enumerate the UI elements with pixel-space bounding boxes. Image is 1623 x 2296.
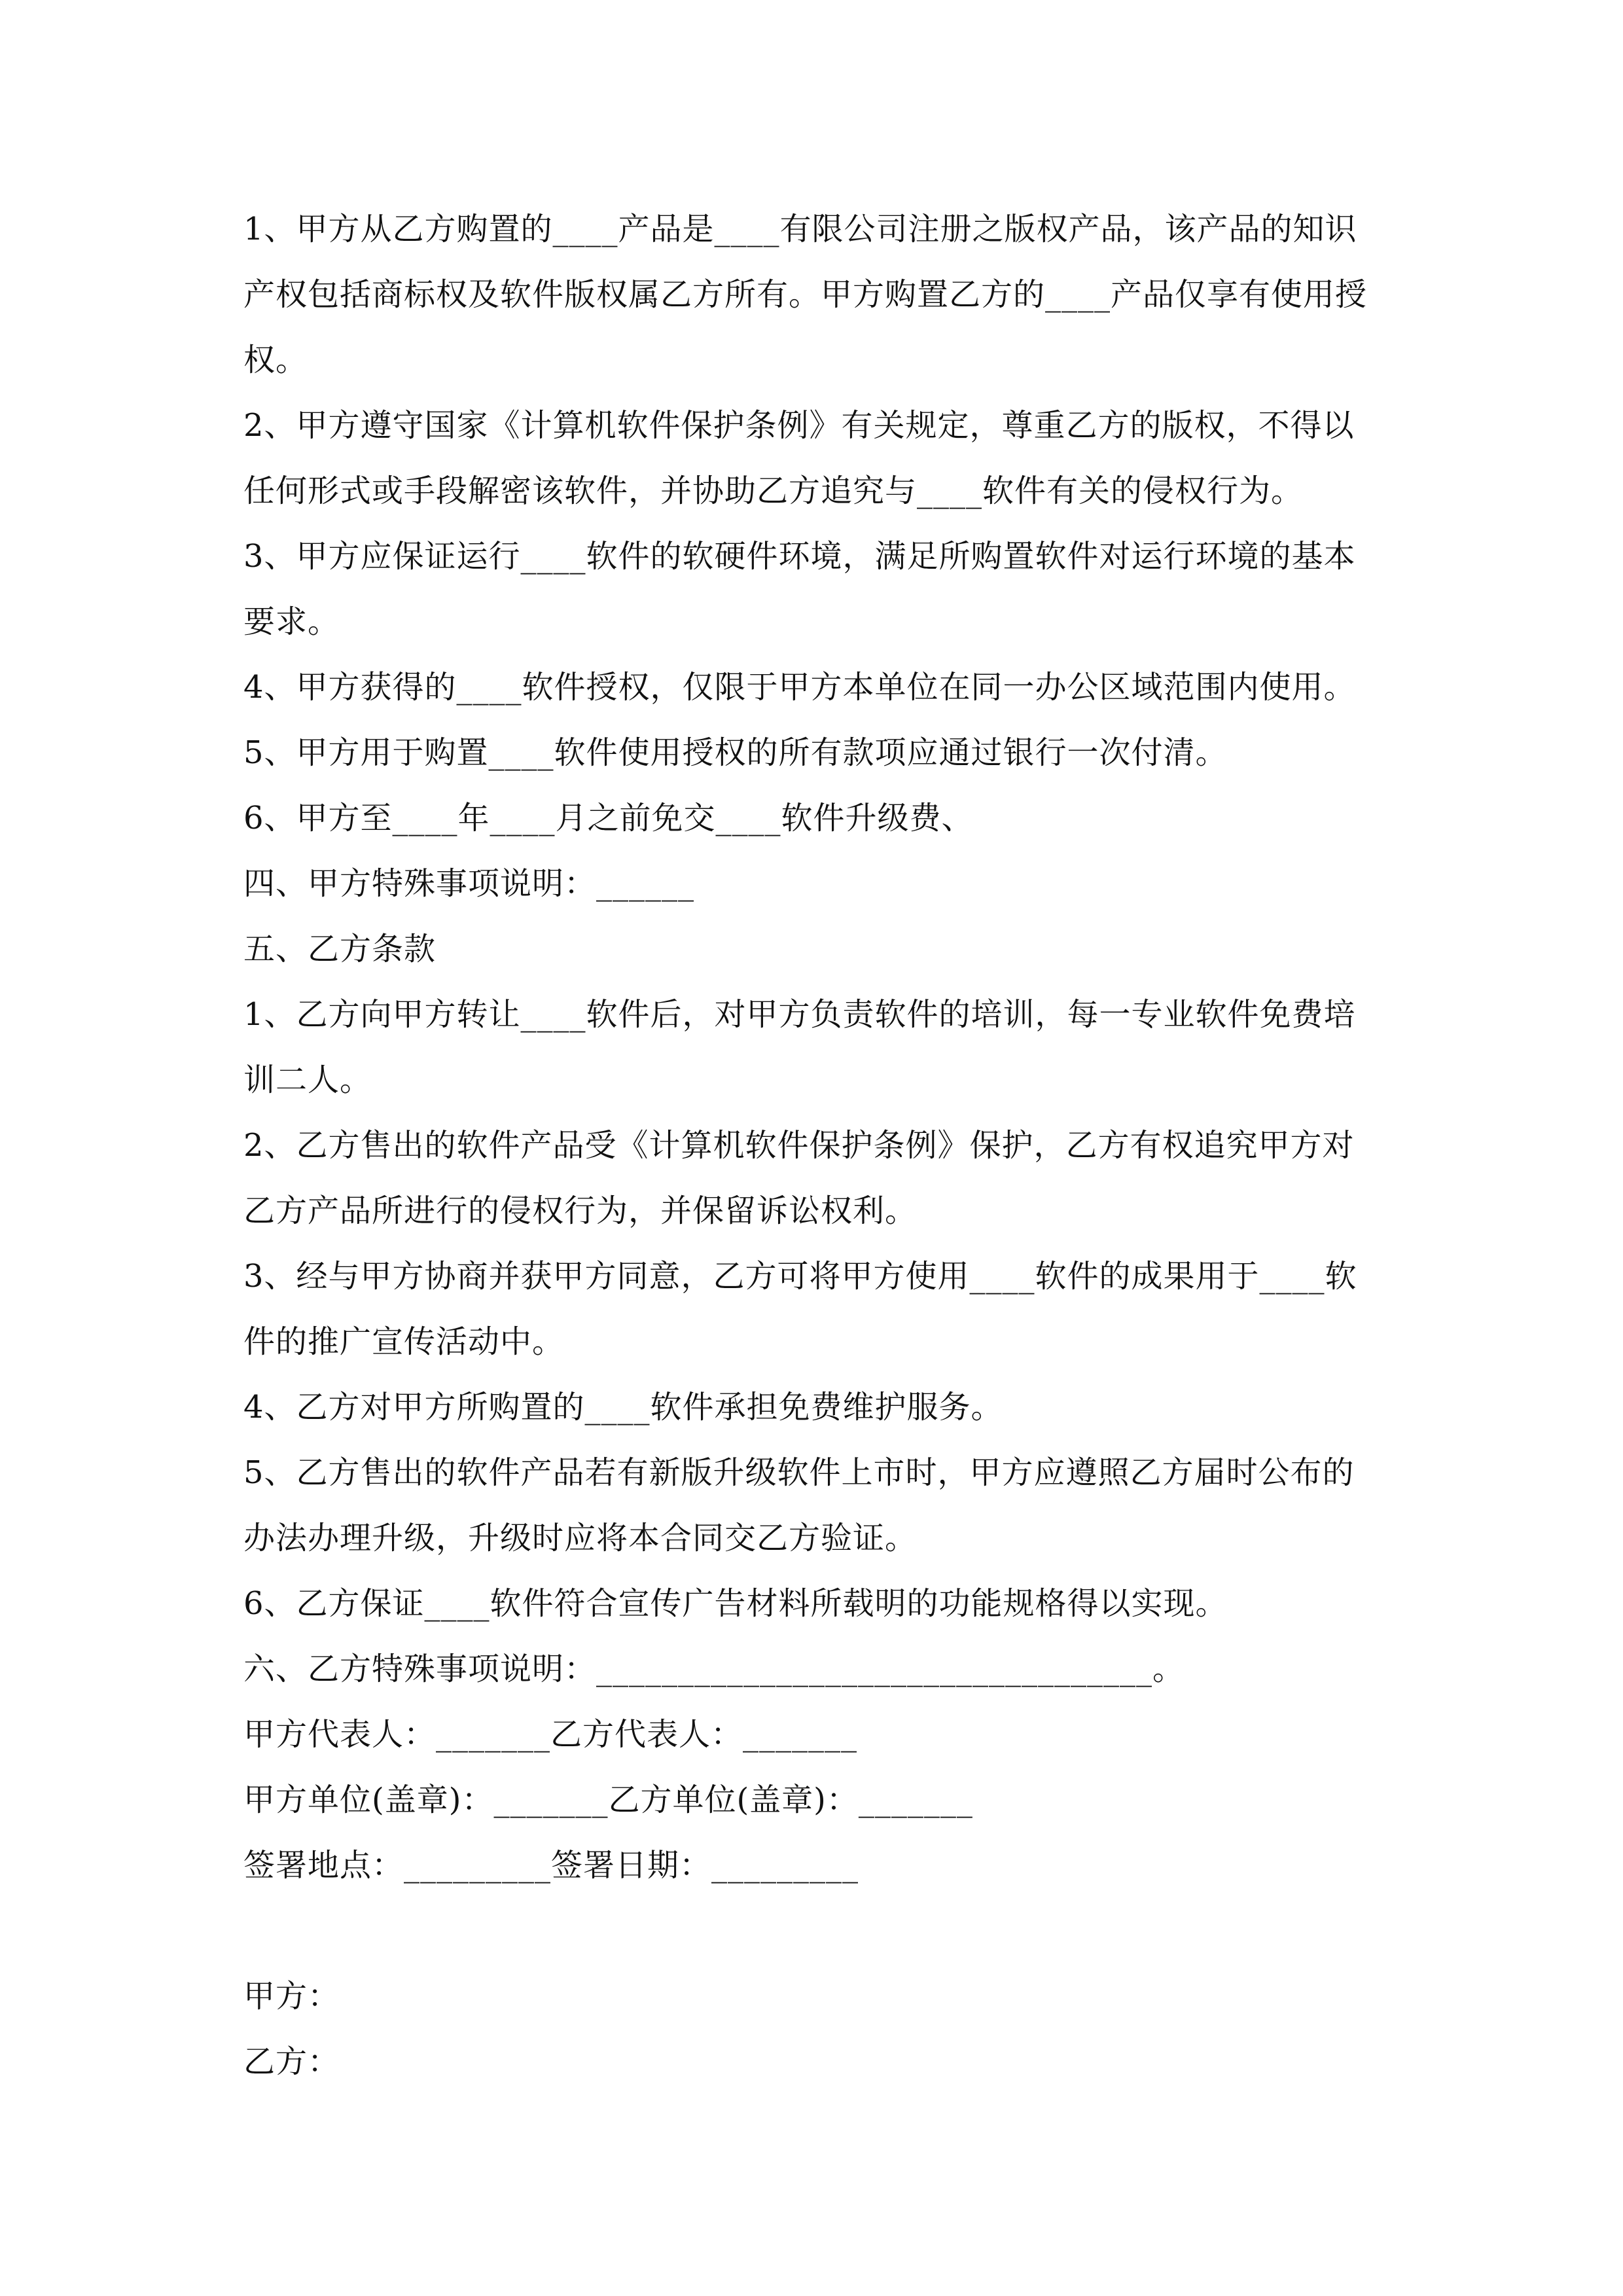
signing-place-date-line: 签署地点：_________签署日期：_________	[243, 1847, 859, 1884]
representatives-line: 甲方代表人：_______乙方代表人：_______	[243, 1716, 858, 1753]
clause-a3-line2: 要求。	[243, 603, 340, 640]
clause-b5-line2: 办法办理升级，升级时应将本合同交乙方验证。	[243, 1520, 918, 1556]
clause-a3-line1: 3、甲方应保证运行____软件的软硬件环境，满足所购置软件对运行环境的基本	[243, 538, 1356, 575]
clause-b2-line1: 2、乙方售出的软件产品受《计算机软件保护条例》保护，乙方有权追究甲方对	[243, 1127, 1355, 1164]
spacer	[243, 1898, 1395, 1964]
clause-b3-line2: 件的推广宣传活动中。	[243, 1323, 565, 1360]
clause-a5: 5、甲方用于购置____软件使用授权的所有款项应通过银行一次付清。	[243, 734, 1228, 771]
clause-b3-line1: 3、经与甲方协商并获甲方同意，乙方可将甲方使用____软件的成果用于____软	[243, 1258, 1357, 1295]
clause-a6: 6、甲方至____年____月之前免交____软件升级费、	[243, 800, 974, 836]
clause-b4: 4、乙方对甲方所购置的____软件承担免费维护服务。	[243, 1389, 1003, 1426]
contract-page	[243, 196, 1395, 2094]
clause-a1-line3: 权。	[243, 342, 308, 378]
clause-a2-line1: 2、甲方遵守国家《计算机软件保护条例》有关规定，尊重乙方的版权，不得以	[243, 407, 1355, 444]
section-four-heading: 四、甲方特殊事项说明：______	[243, 865, 695, 902]
clause-b5-line1: 5、乙方售出的软件产品若有新版升级软件上市时，甲方应遵照乙方届时公布的	[243, 1454, 1355, 1491]
clause-b6: 6、乙方保证____软件符合宣传广告材料所载明的功能规格得以实现。	[243, 1585, 1228, 1622]
section-six-heading: 六、乙方特殊事项说明：__________________________________。	[243, 1651, 1185, 1687]
clause-a4: 4、甲方获得的____软件授权，仅限于甲方本单位在同一办公区域范围内使用。	[243, 669, 1356, 706]
party-a-signature-label: 甲方：	[243, 1978, 340, 2015]
clause-a1-line1: 1、甲方从乙方购置的____产品是____有限公司注册之版权产品，该产品的知识	[243, 211, 1357, 247]
clause-b1-line2: 训二人。	[243, 1062, 372, 1098]
section-five-heading: 五、乙方条款	[243, 931, 437, 967]
clause-a2-line2: 任何形式或手段解密该软件，并协助乙方追究与____软件有关的侵权行为。	[243, 473, 1304, 509]
party-b-signature-label: 乙方：	[243, 2043, 340, 2080]
clause-a1-line2: 产权包括商标权及软件版权属乙方所有。甲方购置乙方的____产品仅享有使用授	[243, 276, 1368, 313]
clause-b2-line2: 乙方产品所进行的侵权行为，并保留诉讼权利。	[243, 1193, 918, 1229]
clause-b1-line1: 1、乙方向甲方转让____软件后，对甲方负责软件的培训，每一专业软件免费培	[243, 996, 1356, 1033]
units-seal-line: 甲方单位(盖章)：_______乙方单位(盖章)：_______	[243, 1782, 973, 1818]
